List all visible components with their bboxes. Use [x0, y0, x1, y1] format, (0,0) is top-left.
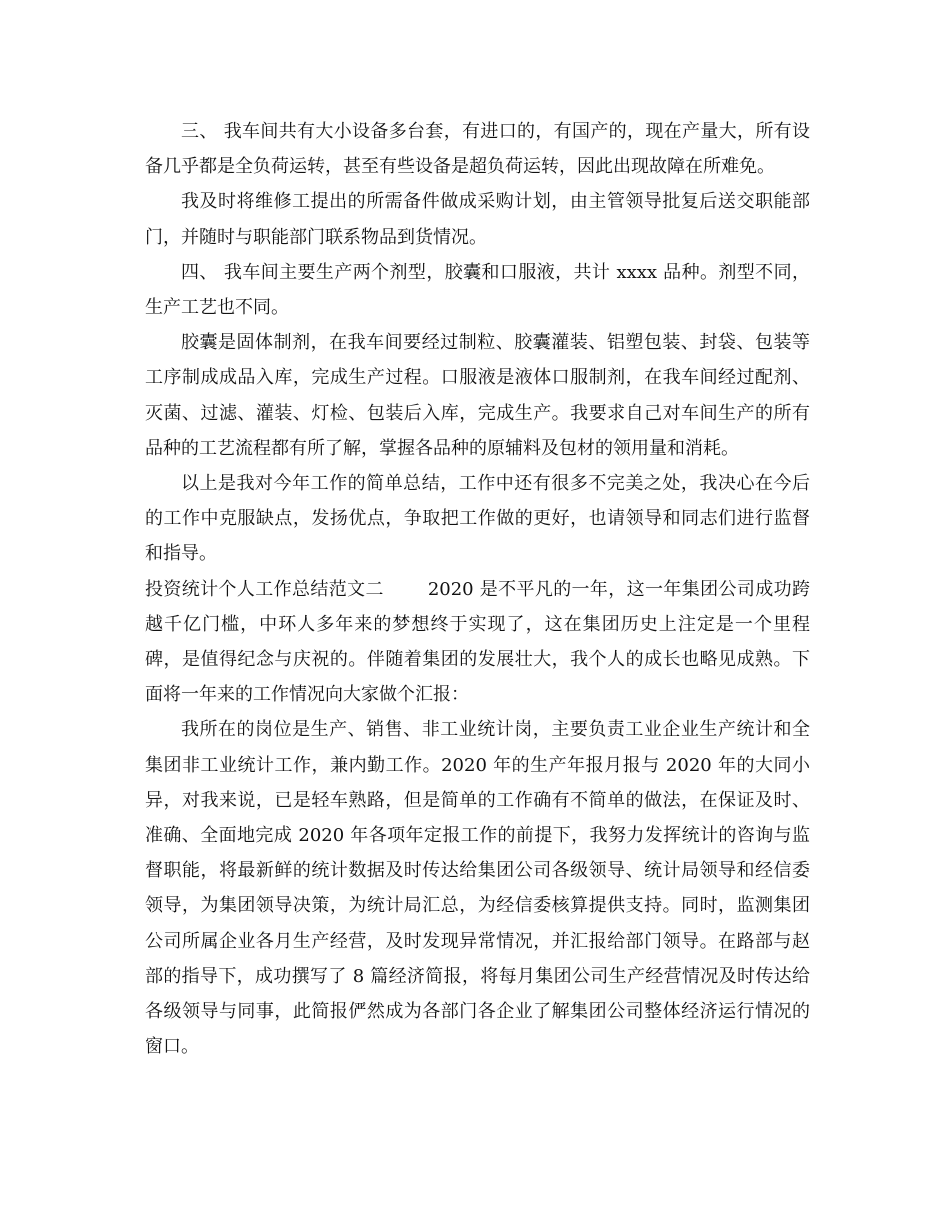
paragraph-equipment: 三、 我车间共有大小设备多台套，有进口的，有国产的，现在产量大，所有设备几乎都是全负荷运转，甚至有些设备是超负荷运转，因此出现故障在所难免。: [145, 121, 810, 178]
paragraph-spare-parts: 我及时将维修工提出的所需备件做成采购计划，由主管领导批复后送交职能部门，并随时与职能部门联系物品到货情况。: [145, 191, 810, 248]
paragraph-process: 胶囊是固体制剂，在我车间要经过制粒、胶囊灌装、铝塑包装、封袋、包装等工序制成成品入库，完成生产过程。口服液是液体口服制剂，在我车间经过配剂、灭菌、过滤、灌装、灯检、包装后入库，完成生产。我要求自己对车间生产的所有品种的工艺流程都有所了解，掌握各品种的原辅料及包材的领用量和消耗。: [145, 332, 810, 459]
paragraph-conclusion: 以上是我对今年工作的简单总结，工作中还有很多不完美之处，我决心在今后的工作中克服缺点，发扬优点，争取把工作做的更好，也请领导和同志们进行监督和指导。: [145, 473, 810, 565]
section-intro: 2020 是不平凡的一年，这一年集团公司成功跨越千亿门槛，中环人多年来的梦想终于实现了，这在集团历史上注定是一个里程碑，是值得纪念与庆祝的。伴随着集团的发展壮大，我个人的成长也略见成熟。下面将一年来的工作情况向大家做个汇报：: [145, 578, 811, 706]
paragraph-dosage-forms: 四、 我车间主要生产两个剂型，胶囊和口服液，共计 xxxx 品种。剂型不同，生产工艺也不同。: [145, 261, 810, 319]
document-body: [145, 114, 810, 1064]
section-two: [145, 572, 810, 713]
section-title: 投资统计个人工作总结范文二: [145, 578, 384, 600]
paragraph-statistics-work: 我所在的岗位是生产、销售、非工业统计岗，主要负责工业企业生产统计和全集团非工业统计工作，兼内勤工作。2020 年的生产年报月报与 2020 年的大同小异，对我来说，已是轻车熟路，但是简单的工作确有不简单的做法，在保证及时、准确、全面地完成 2020 年各项年定报工作的前提下，我努力发挥统计的咨询与监督职能，将最新鲜的统计数据及时传达给集团公司各级领导、统计局领导和经信委领导，为集团领导决策，为统计局汇总，为经信委核算提供支持。同时，监测集团公司所属企业各月生产经营，及时发现异常情况，并汇报给部门领导。在路部与赵部的指导下，成功撰写了 8 篇经济简报，将每月集团公司生产经营情况及时传达给各级领导与同事，此简报俨然成为各部门各企业了解集团公司整体经济运行情况的窗口。: [145, 719, 810, 1058]
